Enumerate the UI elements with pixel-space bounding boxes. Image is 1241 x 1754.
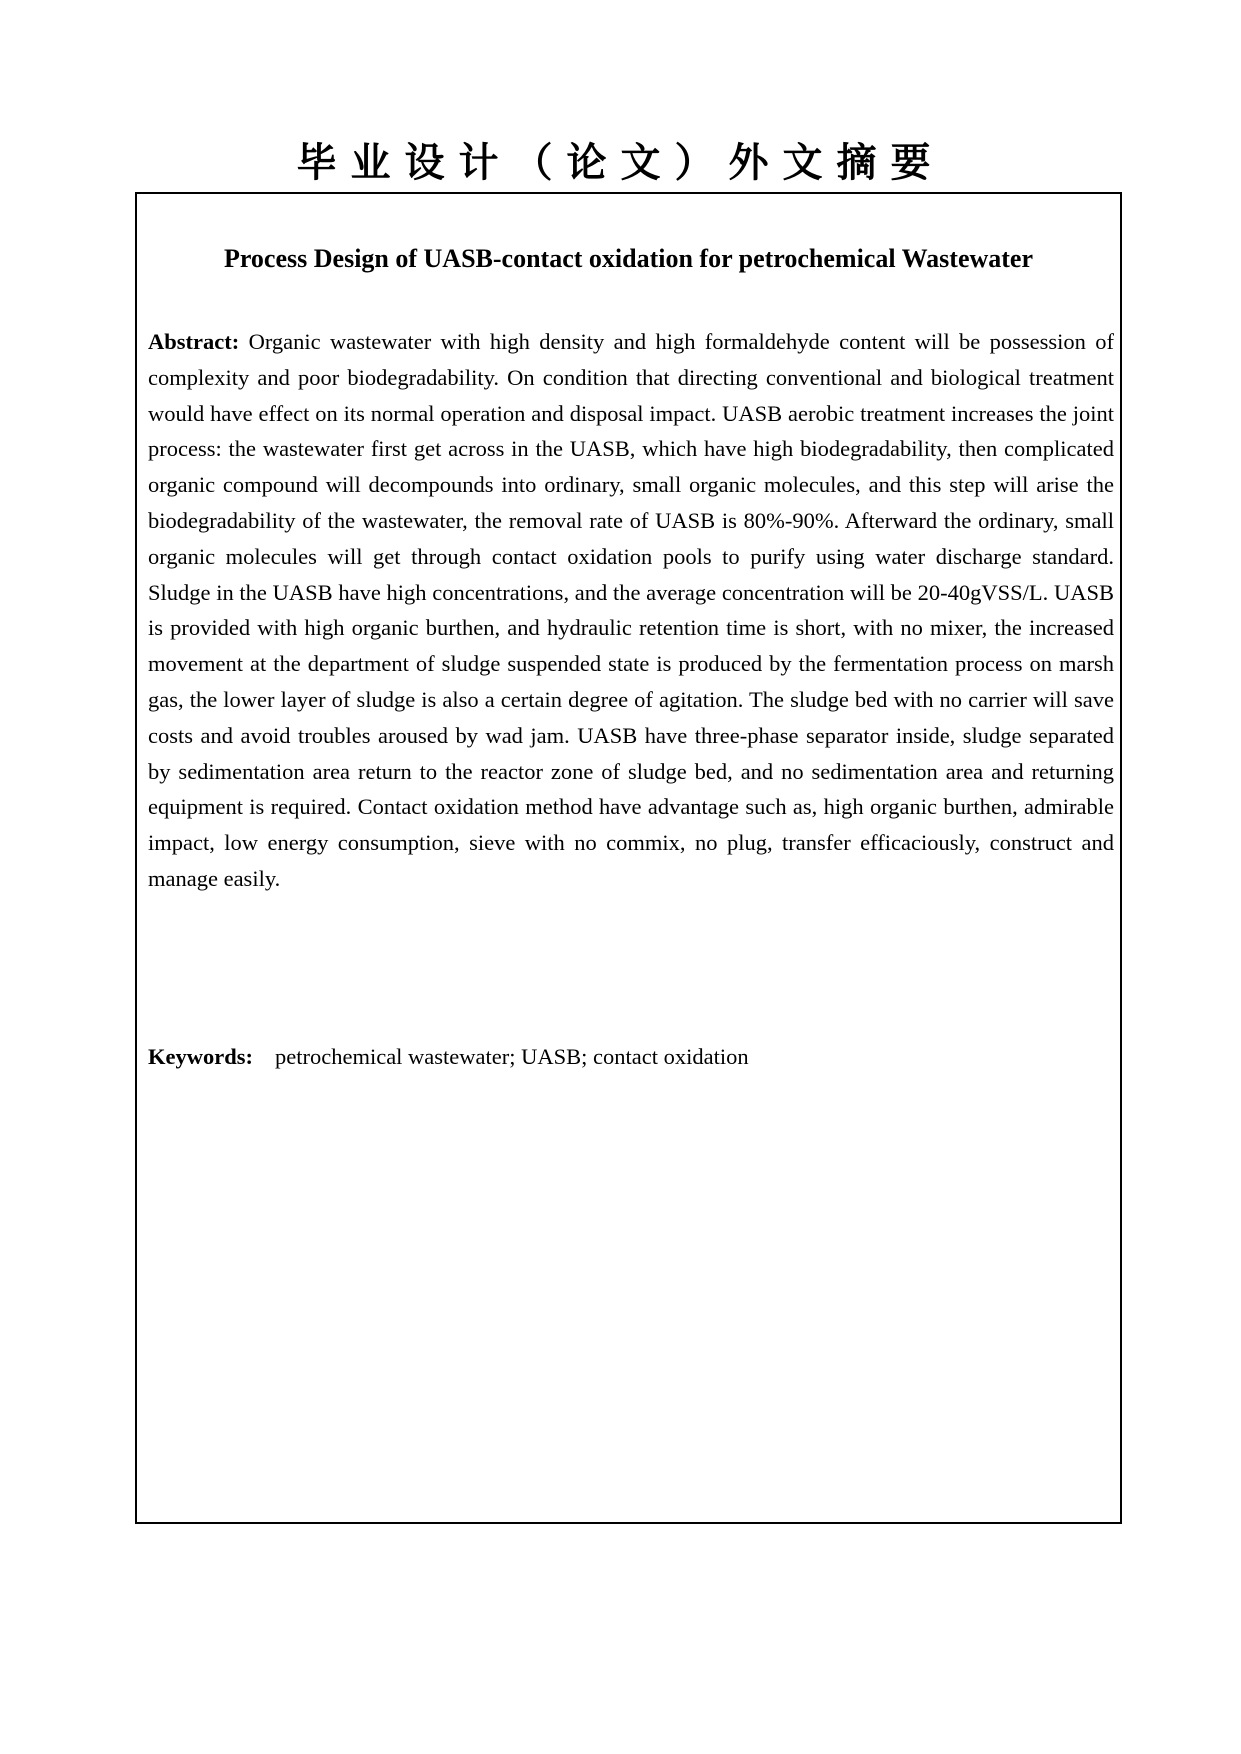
abstract-paragraph xyxy=(148,324,1114,897)
paper-title: Process Design of UASB-contact oxidation for petrochemical Wastewater xyxy=(223,244,1033,273)
keywords-line xyxy=(148,1039,1114,1075)
page-heading: 毕业设计（论文）外文摘要 xyxy=(296,139,945,186)
keywords-text: petrochemical wastewater; UASB; contact oxidation xyxy=(275,1044,749,1069)
abstract-frame xyxy=(135,192,1122,1524)
abstract-label: Abstract: xyxy=(148,329,240,354)
abstract-text: Organic wastewater with high density and high formaldehyde content will be possession of complexity and poor biodegradability. On condition that directing conventional and biological treatment would have effect on its normal operation and disposal impact. UASB aerobic treatment increases the joint process: the wastewater first get across in the UASB, which have high biodegradability, then complicated organic compound will decompounds into ordinary, small organic molecules, and this step will arise the biodegradability of the wastewater, the removal rate of UASB is 80%-90%. Afterward the ordinary, small organic molecules will get through contact oxidation pools to purify using water discharge standard. Sludge in the UASB have high concentrations, and the average concentration will be 20-40gVSS/L. UASB is provided with high organic burthen, and hydraulic retention time is short, with no mixer, the increased movement at the department of sludge suspended state is produced by the fermentation process on marsh gas, the lower layer of sludge is also a certain degree of agitation. The sludge bed with no carrier will save costs and avoid troubles aroused by wad jam. UASB have three-phase separator inside, sludge separated by sedimentation area return to the reactor zone of sludge bed, and no sedimentation area and returning equipment is required. Contact oxidation method have advantage such as, high organic burthen, admirable impact, low energy consumption, sieve with no commix, no plug, transfer efficaciously, construct and manage easily. xyxy=(148,329,1114,891)
keywords-label: Keywords: xyxy=(148,1044,253,1069)
